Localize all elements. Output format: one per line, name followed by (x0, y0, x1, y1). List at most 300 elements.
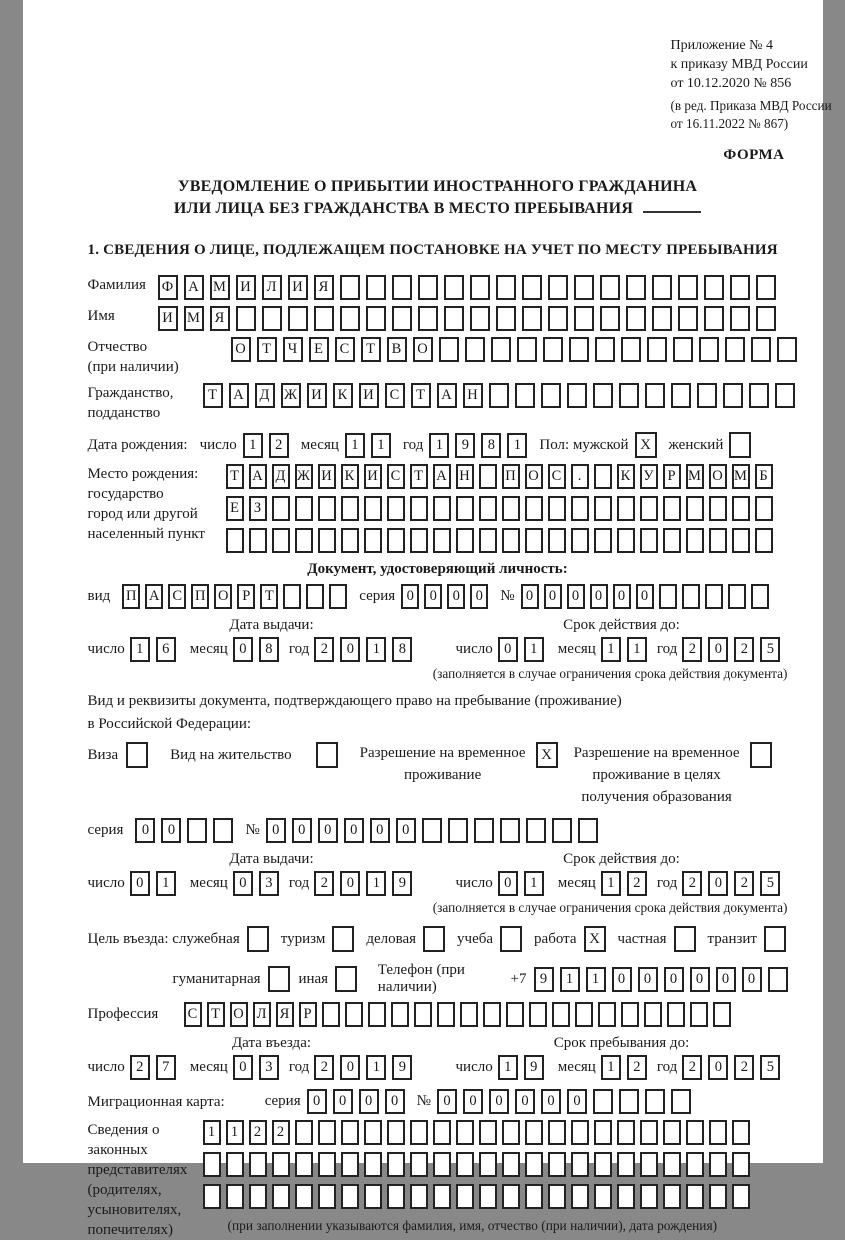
char-cell[interactable] (479, 1120, 497, 1145)
char-cell[interactable]: 2 (269, 433, 289, 458)
char-cell[interactable]: 0 (333, 1089, 353, 1114)
char-cell[interactable]: 2 (734, 871, 754, 896)
char-cell[interactable]: 0 (612, 967, 632, 992)
purpose-delovaya-checkbox[interactable] (423, 926, 445, 952)
char-cell[interactable] (705, 584, 723, 609)
char-cell[interactable] (644, 1002, 662, 1027)
char-cell[interactable] (272, 528, 290, 553)
char-cell[interactable] (593, 1089, 613, 1114)
char-cell[interactable]: И (364, 464, 382, 489)
char-cell[interactable] (249, 1152, 267, 1177)
char-cell[interactable] (502, 1120, 520, 1145)
char-cell[interactable] (433, 496, 451, 521)
char-cell[interactable] (392, 275, 412, 300)
char-cell[interactable]: 2 (249, 1120, 267, 1145)
char-cell[interactable] (594, 1152, 612, 1177)
char-cell[interactable]: 1 (560, 967, 580, 992)
char-cell[interactable]: 9 (534, 967, 554, 992)
char-cell[interactable] (364, 1184, 382, 1209)
char-cell[interactable] (548, 1184, 566, 1209)
char-cell[interactable] (600, 275, 620, 300)
char-cell[interactable]: 0 (292, 818, 312, 843)
char-cell[interactable] (548, 1120, 566, 1145)
char-cell[interactable] (422, 818, 442, 843)
char-cell[interactable]: А (184, 275, 204, 300)
char-cell[interactable]: 2 (627, 1055, 647, 1080)
char-cell[interactable] (600, 306, 620, 331)
char-cell[interactable]: 1 (627, 637, 647, 662)
char-cell[interactable]: 0 (613, 584, 631, 609)
char-cell[interactable] (491, 337, 511, 362)
char-cell[interactable] (456, 1152, 474, 1177)
char-cell[interactable]: И (236, 275, 256, 300)
char-cell[interactable]: К (617, 464, 635, 489)
char-cell[interactable] (236, 306, 256, 331)
char-cell[interactable]: 0 (470, 584, 488, 609)
char-cell[interactable] (686, 1152, 704, 1177)
char-cell[interactable]: Н (456, 464, 474, 489)
char-cell[interactable]: Ч (283, 337, 303, 362)
char-cell[interactable] (617, 1120, 635, 1145)
char-cell[interactable] (652, 275, 672, 300)
char-cell[interactable] (548, 496, 566, 521)
visa-checkbox[interactable] (126, 742, 148, 768)
char-cell[interactable] (756, 306, 776, 331)
char-cell[interactable]: 2 (272, 1120, 290, 1145)
char-cell[interactable]: 0 (636, 584, 654, 609)
char-cell[interactable]: А (229, 383, 249, 408)
char-cell[interactable]: Т (410, 464, 428, 489)
char-cell[interactable]: 5 (760, 637, 780, 662)
char-cell[interactable] (730, 275, 750, 300)
char-cell[interactable]: 1 (601, 1055, 621, 1080)
char-cell[interactable]: С (184, 1002, 202, 1027)
char-cell[interactable]: 0 (463, 1089, 483, 1114)
char-cell[interactable] (673, 337, 693, 362)
char-cell[interactable]: П (191, 584, 209, 609)
char-cell[interactable] (594, 1120, 612, 1145)
char-cell[interactable] (387, 496, 405, 521)
char-cell[interactable]: А (249, 464, 267, 489)
char-cell[interactable]: 1 (226, 1120, 244, 1145)
char-cell[interactable]: Ж (295, 464, 313, 489)
char-cell[interactable]: 0 (489, 1089, 509, 1114)
char-cell[interactable]: 0 (708, 1055, 728, 1080)
char-cell[interactable] (525, 496, 543, 521)
char-cell[interactable] (699, 337, 719, 362)
char-cell[interactable]: 1 (601, 871, 621, 896)
char-cell[interactable] (619, 383, 639, 408)
char-cell[interactable] (548, 528, 566, 553)
char-cell[interactable]: Р (237, 584, 255, 609)
char-cell[interactable] (574, 275, 594, 300)
char-cell[interactable] (732, 1152, 750, 1177)
char-cell[interactable] (571, 1120, 589, 1145)
char-cell[interactable] (617, 528, 635, 553)
char-cell[interactable] (318, 1152, 336, 1177)
char-cell[interactable]: 0 (344, 818, 364, 843)
char-cell[interactable]: Р (299, 1002, 317, 1027)
char-cell[interactable] (318, 1120, 336, 1145)
char-cell[interactable] (525, 1152, 543, 1177)
char-cell[interactable] (306, 584, 324, 609)
char-cell[interactable]: С (548, 464, 566, 489)
char-cell[interactable]: С (335, 337, 355, 362)
char-cell[interactable] (732, 1120, 750, 1145)
char-cell[interactable]: 0 (708, 871, 728, 896)
char-cell[interactable] (686, 528, 704, 553)
char-cell[interactable] (392, 306, 412, 331)
char-cell[interactable]: О (214, 584, 232, 609)
char-cell[interactable]: 1 (601, 637, 621, 662)
char-cell[interactable] (671, 1089, 691, 1114)
char-cell[interactable] (444, 306, 464, 331)
char-cell[interactable]: 0 (307, 1089, 327, 1114)
char-cell[interactable]: П (502, 464, 520, 489)
char-cell[interactable]: Л (253, 1002, 271, 1027)
char-cell[interactable] (226, 1152, 244, 1177)
char-cell[interactable]: 1 (243, 433, 263, 458)
char-cell[interactable]: Е (309, 337, 329, 362)
char-cell[interactable] (663, 1184, 681, 1209)
char-cell[interactable]: И (307, 383, 327, 408)
char-cell[interactable] (506, 1002, 524, 1027)
char-cell[interactable]: М (210, 275, 230, 300)
char-cell[interactable] (366, 306, 386, 331)
char-cell[interactable] (777, 337, 797, 362)
char-cell[interactable] (249, 1184, 267, 1209)
char-cell[interactable] (456, 496, 474, 521)
char-cell[interactable] (502, 1152, 520, 1177)
char-cell[interactable] (571, 496, 589, 521)
char-cell[interactable]: 0 (233, 871, 253, 896)
char-cell[interactable]: 0 (424, 584, 442, 609)
char-cell[interactable] (543, 337, 563, 362)
char-cell[interactable]: И (318, 464, 336, 489)
char-cell[interactable]: Т (361, 337, 381, 362)
char-cell[interactable] (410, 496, 428, 521)
char-cell[interactable]: 6 (156, 637, 176, 662)
char-cell[interactable] (525, 1184, 543, 1209)
char-cell[interactable] (732, 528, 750, 553)
char-cell[interactable]: Н (463, 383, 483, 408)
char-cell[interactable]: Я (210, 306, 230, 331)
char-cell[interactable] (502, 496, 520, 521)
char-cell[interactable] (456, 1120, 474, 1145)
char-cell[interactable] (621, 1002, 639, 1027)
char-cell[interactable] (574, 306, 594, 331)
char-cell[interactable] (470, 275, 490, 300)
char-cell[interactable] (704, 275, 724, 300)
char-cell[interactable]: 0 (664, 967, 684, 992)
char-cell[interactable] (626, 306, 646, 331)
char-cell[interactable]: 2 (314, 1055, 334, 1080)
char-cell[interactable]: 0 (161, 818, 181, 843)
char-cell[interactable] (203, 1184, 221, 1209)
char-cell[interactable] (594, 528, 612, 553)
char-cell[interactable] (249, 528, 267, 553)
char-cell[interactable]: О (231, 337, 251, 362)
char-cell[interactable]: Д (255, 383, 275, 408)
char-cell[interactable] (433, 1152, 451, 1177)
char-cell[interactable]: 0 (521, 584, 539, 609)
char-cell[interactable] (732, 1184, 750, 1209)
char-cell[interactable]: 0 (716, 967, 736, 992)
char-cell[interactable]: 1 (524, 637, 544, 662)
char-cell[interactable] (500, 818, 520, 843)
char-cell[interactable] (479, 464, 497, 489)
char-cell[interactable] (341, 1120, 359, 1145)
char-cell[interactable] (548, 275, 568, 300)
char-cell[interactable] (690, 1002, 708, 1027)
char-cell[interactable] (652, 306, 672, 331)
temp-residence-checkbox[interactable]: X (536, 742, 558, 768)
char-cell[interactable]: 1 (586, 967, 606, 992)
char-cell[interactable] (295, 1120, 313, 1145)
char-cell[interactable]: 7 (156, 1055, 176, 1080)
char-cell[interactable]: З (249, 496, 267, 521)
char-cell[interactable]: 0 (359, 1089, 379, 1114)
char-cell[interactable]: 0 (318, 818, 338, 843)
char-cell[interactable]: 1 (498, 1055, 518, 1080)
char-cell[interactable] (483, 1002, 501, 1027)
char-cell[interactable] (617, 1184, 635, 1209)
char-cell[interactable] (479, 496, 497, 521)
char-cell[interactable]: М (184, 306, 204, 331)
char-cell[interactable] (571, 528, 589, 553)
char-cell[interactable]: 9 (392, 871, 412, 896)
char-cell[interactable]: 0 (541, 1089, 561, 1114)
purpose-business-checkbox[interactable] (247, 926, 269, 952)
char-cell[interactable] (203, 1152, 221, 1177)
char-cell[interactable] (433, 1184, 451, 1209)
gender-female-checkbox[interactable] (729, 432, 751, 458)
char-cell[interactable]: 0 (437, 1089, 457, 1114)
char-cell[interactable] (341, 1152, 359, 1177)
char-cell[interactable]: 0 (447, 584, 465, 609)
char-cell[interactable] (775, 383, 795, 408)
char-cell[interactable] (364, 528, 382, 553)
char-cell[interactable] (768, 967, 788, 992)
char-cell[interactable]: 2 (682, 1055, 702, 1080)
char-cell[interactable] (318, 528, 336, 553)
char-cell[interactable]: 2 (314, 637, 334, 662)
char-cell[interactable]: 0 (266, 818, 286, 843)
char-cell[interactable] (226, 528, 244, 553)
char-cell[interactable] (295, 1152, 313, 1177)
char-cell[interactable] (341, 1184, 359, 1209)
char-cell[interactable]: 2 (734, 637, 754, 662)
char-cell[interactable]: Д (272, 464, 290, 489)
char-cell[interactable] (525, 1120, 543, 1145)
char-cell[interactable]: У (640, 464, 658, 489)
char-cell[interactable] (387, 1184, 405, 1209)
char-cell[interactable] (686, 1184, 704, 1209)
char-cell[interactable] (437, 1002, 455, 1027)
char-cell[interactable] (364, 496, 382, 521)
char-cell[interactable] (725, 337, 745, 362)
char-cell[interactable] (465, 337, 485, 362)
char-cell[interactable] (548, 1152, 566, 1177)
char-cell[interactable] (686, 1120, 704, 1145)
char-cell[interactable] (288, 306, 308, 331)
char-cell[interactable] (341, 528, 359, 553)
char-cell[interactable]: 9 (455, 433, 475, 458)
char-cell[interactable] (318, 496, 336, 521)
char-cell[interactable]: 1 (366, 637, 386, 662)
char-cell[interactable]: Т (207, 1002, 225, 1027)
residence-permit-checkbox[interactable] (316, 742, 338, 768)
char-cell[interactable] (704, 306, 724, 331)
char-cell[interactable] (617, 496, 635, 521)
char-cell[interactable] (515, 383, 535, 408)
char-cell[interactable] (709, 496, 727, 521)
char-cell[interactable] (366, 275, 386, 300)
char-cell[interactable] (410, 1152, 428, 1177)
char-cell[interactable]: 0 (135, 818, 155, 843)
char-cell[interactable] (262, 306, 282, 331)
char-cell[interactable]: 5 (760, 1055, 780, 1080)
char-cell[interactable] (548, 306, 568, 331)
purpose-study-checkbox[interactable] (500, 926, 522, 952)
char-cell[interactable] (517, 337, 537, 362)
char-cell[interactable] (709, 1184, 727, 1209)
char-cell[interactable]: Ж (281, 383, 301, 408)
char-cell[interactable]: Я (314, 275, 334, 300)
char-cell[interactable] (578, 818, 598, 843)
purpose-private-checkbox[interactable] (674, 926, 696, 952)
char-cell[interactable]: 0 (708, 637, 728, 662)
char-cell[interactable] (345, 1002, 363, 1027)
char-cell[interactable]: 1 (130, 637, 150, 662)
gender-male-checkbox[interactable]: X (635, 432, 657, 458)
char-cell[interactable]: 1 (203, 1120, 221, 1145)
char-cell[interactable]: 3 (259, 1055, 279, 1080)
char-cell[interactable]: Л (262, 275, 282, 300)
char-cell[interactable] (387, 528, 405, 553)
char-cell[interactable] (272, 1152, 290, 1177)
char-cell[interactable] (496, 306, 516, 331)
char-cell[interactable] (340, 275, 360, 300)
char-cell[interactable] (645, 1089, 665, 1114)
char-cell[interactable] (387, 1152, 405, 1177)
char-cell[interactable] (456, 1184, 474, 1209)
char-cell[interactable] (709, 1152, 727, 1177)
char-cell[interactable]: А (437, 383, 457, 408)
char-cell[interactable]: О (413, 337, 433, 362)
char-cell[interactable]: С (387, 464, 405, 489)
char-cell[interactable] (594, 464, 612, 489)
char-cell[interactable] (541, 383, 561, 408)
char-cell[interactable] (187, 818, 207, 843)
char-cell[interactable]: 1 (524, 871, 544, 896)
char-cell[interactable] (640, 528, 658, 553)
char-cell[interactable] (444, 275, 464, 300)
char-cell[interactable] (640, 1184, 658, 1209)
char-cell[interactable] (418, 275, 438, 300)
char-cell[interactable]: . (571, 464, 589, 489)
char-cell[interactable] (571, 1184, 589, 1209)
char-cell[interactable]: 0 (385, 1089, 405, 1114)
char-cell[interactable]: Т (260, 584, 278, 609)
char-cell[interactable]: 1 (507, 433, 527, 458)
char-cell[interactable] (318, 1184, 336, 1209)
char-cell[interactable] (522, 306, 542, 331)
char-cell[interactable] (697, 383, 717, 408)
char-cell[interactable]: П (122, 584, 140, 609)
char-cell[interactable] (686, 496, 704, 521)
char-cell[interactable] (663, 528, 681, 553)
char-cell[interactable] (663, 1120, 681, 1145)
char-cell[interactable] (226, 1184, 244, 1209)
char-cell[interactable]: 2 (682, 637, 702, 662)
char-cell[interactable] (678, 306, 698, 331)
char-cell[interactable]: Я (276, 1002, 294, 1027)
char-cell[interactable] (640, 1152, 658, 1177)
char-cell[interactable] (295, 1184, 313, 1209)
char-cell[interactable] (502, 528, 520, 553)
char-cell[interactable] (593, 383, 613, 408)
char-cell[interactable]: 9 (524, 1055, 544, 1080)
char-cell[interactable] (460, 1002, 478, 1027)
char-cell[interactable] (663, 1152, 681, 1177)
char-cell[interactable]: 1 (366, 871, 386, 896)
char-cell[interactable] (391, 1002, 409, 1027)
char-cell[interactable]: 0 (590, 584, 608, 609)
char-cell[interactable] (575, 1002, 593, 1027)
char-cell[interactable]: 0 (396, 818, 416, 843)
char-cell[interactable] (732, 496, 750, 521)
char-cell[interactable]: 0 (515, 1089, 535, 1114)
char-cell[interactable] (479, 1184, 497, 1209)
char-cell[interactable]: 0 (498, 871, 518, 896)
char-cell[interactable] (594, 1184, 612, 1209)
char-cell[interactable]: 3 (259, 871, 279, 896)
char-cell[interactable] (283, 584, 301, 609)
char-cell[interactable] (659, 584, 677, 609)
char-cell[interactable] (410, 528, 428, 553)
char-cell[interactable]: В (387, 337, 407, 362)
char-cell[interactable] (433, 528, 451, 553)
char-cell[interactable] (529, 1002, 547, 1027)
char-cell[interactable]: 0 (638, 967, 658, 992)
char-cell[interactable]: 0 (498, 637, 518, 662)
char-cell[interactable]: 0 (233, 637, 253, 662)
char-cell[interactable] (410, 1184, 428, 1209)
char-cell[interactable] (640, 496, 658, 521)
char-cell[interactable] (522, 275, 542, 300)
char-cell[interactable]: 9 (392, 1055, 412, 1080)
char-cell[interactable]: Е (226, 496, 244, 521)
char-cell[interactable]: Т (257, 337, 277, 362)
char-cell[interactable] (749, 383, 769, 408)
char-cell[interactable]: 0 (340, 1055, 360, 1080)
char-cell[interactable]: 2 (734, 1055, 754, 1080)
char-cell[interactable]: К (341, 464, 359, 489)
char-cell[interactable]: 5 (760, 871, 780, 896)
char-cell[interactable] (755, 528, 773, 553)
char-cell[interactable] (598, 1002, 616, 1027)
char-cell[interactable] (364, 1152, 382, 1177)
char-cell[interactable] (626, 275, 646, 300)
char-cell[interactable] (621, 337, 641, 362)
char-cell[interactable] (709, 528, 727, 553)
char-cell[interactable]: Т (411, 383, 431, 408)
char-cell[interactable]: 1 (429, 433, 449, 458)
char-cell[interactable]: 0 (544, 584, 562, 609)
char-cell[interactable] (439, 337, 459, 362)
char-cell[interactable]: 0 (233, 1055, 253, 1080)
